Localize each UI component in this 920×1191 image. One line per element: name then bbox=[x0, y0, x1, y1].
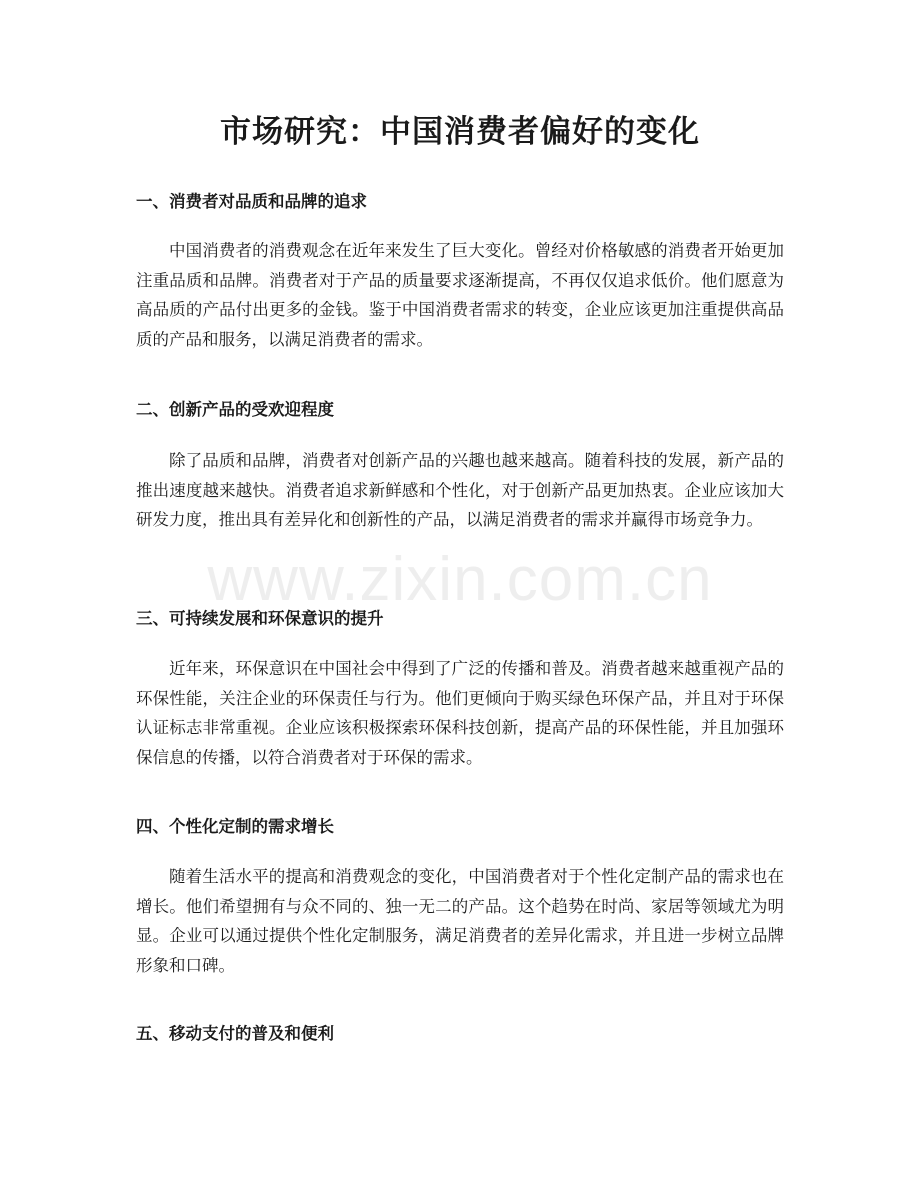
section-heading-1: 一、消费者对品质和品牌的追求 bbox=[136, 192, 367, 211]
section-heading-4: 四、个性化定制的需求增长 bbox=[136, 817, 334, 836]
section-paragraph-2: 除了品质和品牌，消费者对创新产品的兴趣也越来越高。随着科技的发展，新产品的推出速度越来越快。消费者追求新鲜感和个性化，对于创新产品更加热衷。企业应该加大研发力度，推出具有差异化和创新性的产品，以满足消费者的需求并赢得市场竞争力。 bbox=[136, 451, 784, 530]
section-paragraph-4: 随着生活水平的提高和消费观念的变化，中国消费者对于个性化定制产品的需求也在增长。他们希望拥有与众不同的、独一无二的产品。这个趋势在时尚、家居等领域尤为明显。企业可以通过提供个性化定制服务，满足消费者的差异化需求，并且进一步树立品牌形象和口碑。 bbox=[136, 867, 784, 975]
watermark: www.zixin.com.cn bbox=[207, 545, 713, 614]
section-heading-2: 二、创新产品的受欢迎程度 bbox=[136, 400, 334, 419]
section-paragraph-1: 中国消费者的消费观念在近年来发生了巨大变化。曾经对价格敏感的消费者开始更加注重品质和品牌。消费者对于产品的质量要求逐渐提高，不再仅仅追求低价。他们愿意为高品质的产品付出更多的金钱。鉴于中国消费者需求的转变，企业应该更加注重提供高品质的产品和服务，以满足消费者的需求。 bbox=[136, 241, 784, 349]
section-paragraph-3: 近年来，环保意识在中国社会中得到了广泛的传播和普及。消费者越来越重视产品的环保性能，关注企业的环保责任与行为。他们更倾向于购买绿色环保产品，并且对于环保认证标志非常重视。企业应该积极探索环保科技创新，提高产品的环保性能，并且加强环保信息的传播，以符合消费者对于环保的需求。 bbox=[136, 659, 784, 767]
page-title: 市场研究：中国消费者偏好的变化 bbox=[220, 114, 700, 150]
section-heading-5: 五、移动支付的普及和便利 bbox=[136, 1024, 334, 1043]
section-heading-3: 三、可持续发展和环保意识的提升 bbox=[136, 609, 384, 628]
